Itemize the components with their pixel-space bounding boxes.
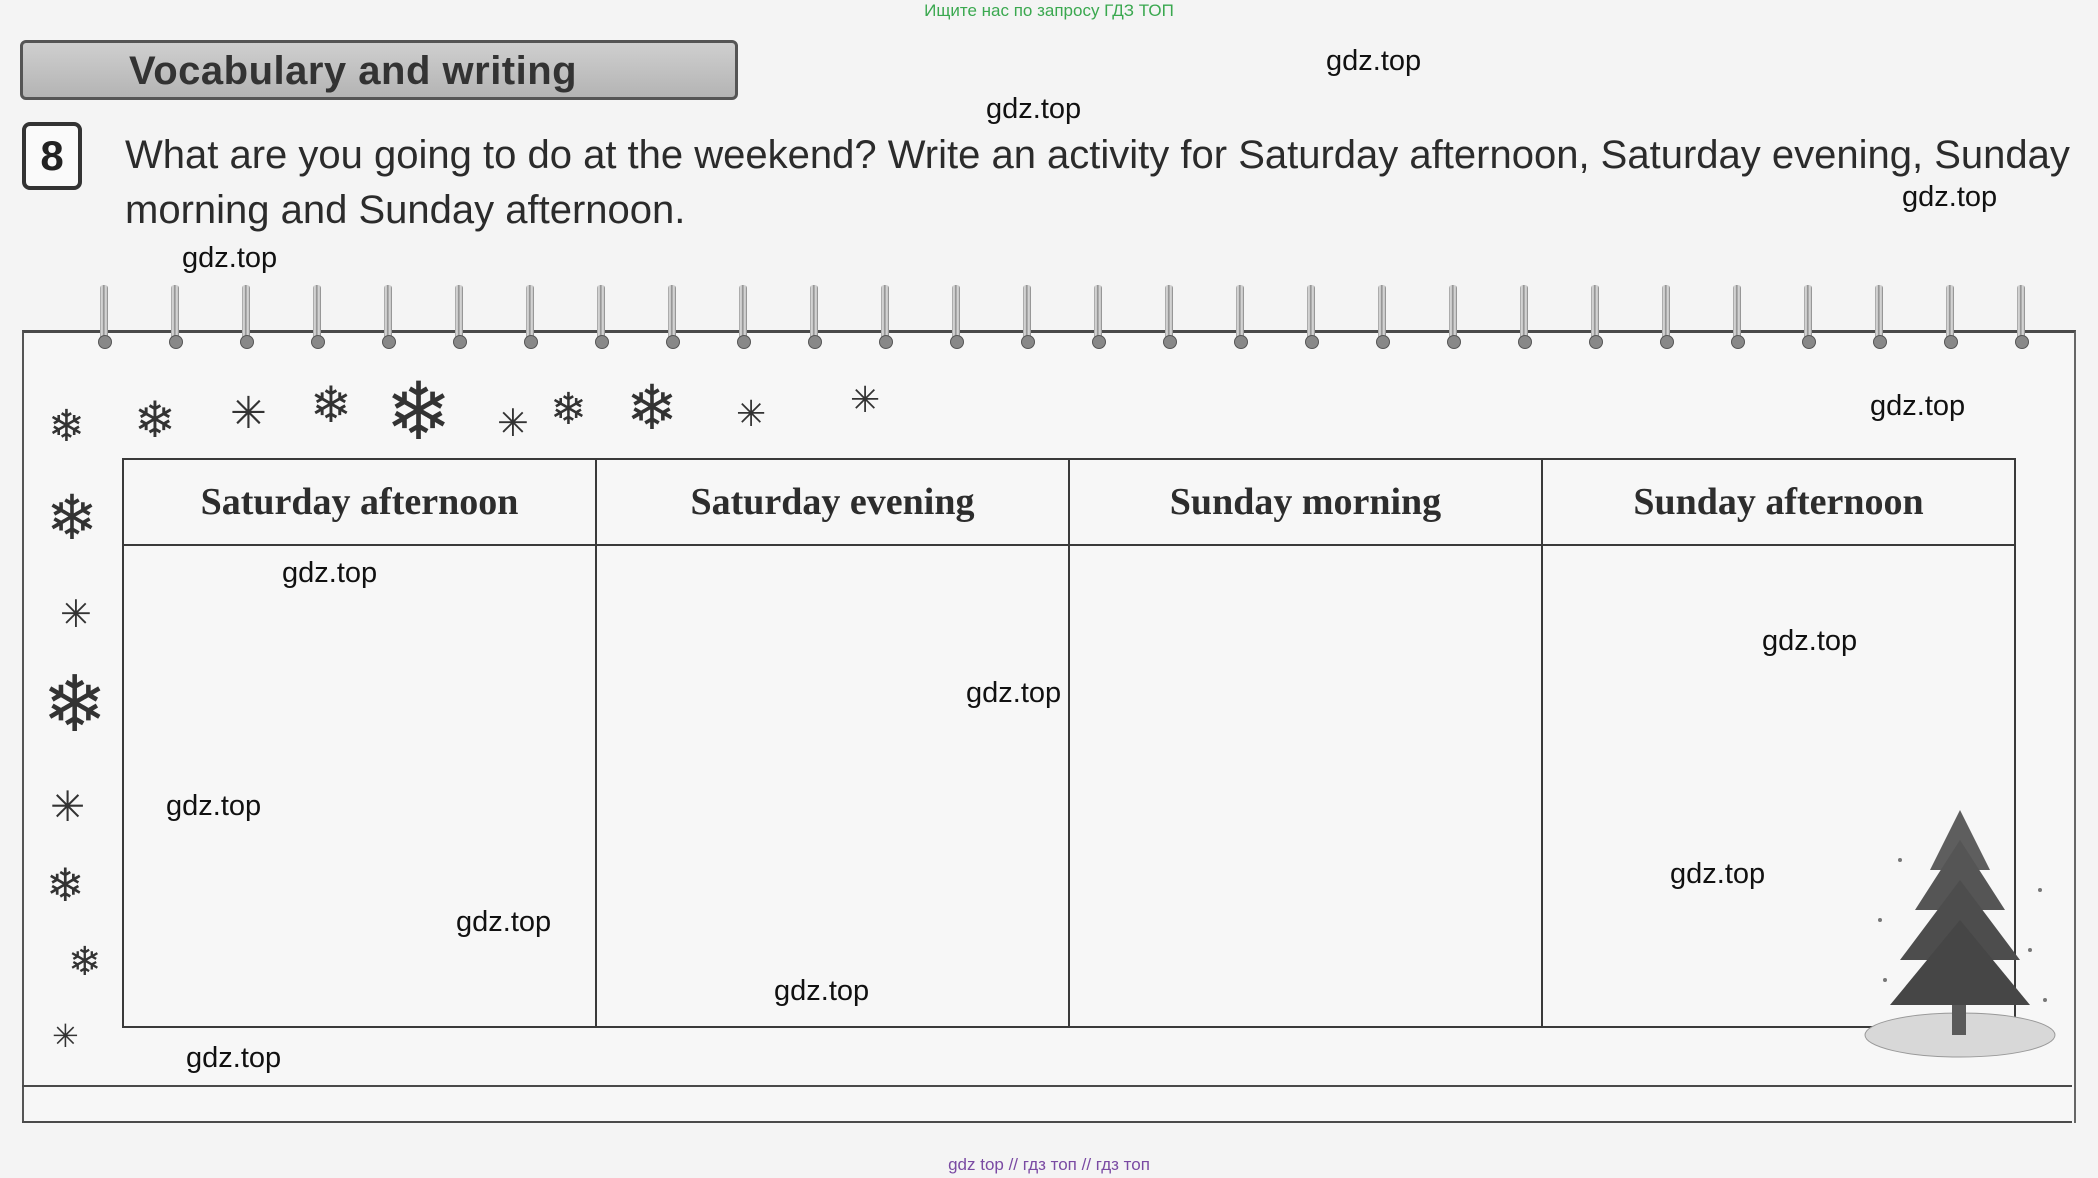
snowflake-icon: ❄ xyxy=(550,385,587,434)
spiral-coil-icon xyxy=(595,285,607,355)
spiral-coil-icon xyxy=(879,285,891,355)
column-header-saturday-afternoon: Saturday afternoon xyxy=(123,459,596,545)
watermark-text: gdz.top xyxy=(1762,625,1858,657)
snowflake-icon: ✳ xyxy=(50,783,86,830)
watermark-text: gdz.top xyxy=(282,557,378,589)
snowflake-icon: ❄ xyxy=(46,484,98,553)
watermark-text: gdz.top xyxy=(1670,858,1766,890)
spiral-coil-icon xyxy=(169,285,181,355)
snowflake-icon: ❄ xyxy=(134,392,176,448)
snowflake-icon: ✳ xyxy=(497,403,529,445)
watermark-text: gdz.top xyxy=(456,906,552,938)
snowflake-icon: ❄ xyxy=(48,402,85,451)
snowflake-icon: ❄ xyxy=(42,660,108,748)
spiral-coil-icon xyxy=(1873,285,1885,355)
spiral-coil-icon xyxy=(311,285,323,355)
spiral-coil-icon xyxy=(1731,285,1743,355)
answer-cell-saturday-evening[interactable] xyxy=(596,545,1069,1027)
section-title: Vocabulary and writing xyxy=(129,49,578,93)
spiral-coil-icon xyxy=(808,285,820,355)
spiral-coil-icon xyxy=(1163,285,1175,355)
watermark-text: gdz.top xyxy=(1870,390,1966,422)
spiral-coil-icon xyxy=(98,285,110,355)
top-search-note[interactable]: Ищите нас по запросу ГДЗ ТОП xyxy=(924,1,1174,20)
bottom-site-note[interactable]: gdz top // гдз топ // гдз топ xyxy=(948,1155,1150,1174)
watermark-text: gdz.top xyxy=(986,93,1082,125)
snowflake-icon: ✳ xyxy=(736,393,767,434)
snowflake-icon: ❄ xyxy=(310,377,352,433)
snowflake-icon: ❄ xyxy=(626,374,678,443)
spiral-coil-icon xyxy=(737,285,749,355)
spiral-coil-icon xyxy=(1944,285,1956,355)
snowflake-icon: ✳ xyxy=(850,379,881,420)
spiral-coil-icon xyxy=(1305,285,1317,355)
snowflake-icon: ✳ xyxy=(60,594,92,636)
fir-tree-icon xyxy=(1860,800,2060,1060)
spiral-coil-icon xyxy=(950,285,962,355)
spiral-coil-icon xyxy=(1234,285,1246,355)
spiral-coil-icon xyxy=(382,285,394,355)
snowflake-icon: ✳ xyxy=(230,389,267,438)
watermark-text: gdz.top xyxy=(166,790,262,822)
spiral-coil-icon xyxy=(524,285,536,355)
table-header-row xyxy=(123,459,2015,545)
notebook-bottom-lines xyxy=(22,1085,2072,1123)
spiral-coil-icon xyxy=(1518,285,1530,355)
watermark-text: gdz.top xyxy=(966,677,1062,709)
spiral-coil-icon xyxy=(453,285,465,355)
snowflake-icon: ✳ xyxy=(52,1018,79,1054)
spiral-coil-icon xyxy=(1660,285,1672,355)
spiral-coil-icon xyxy=(2015,285,2027,355)
spiral-coil-icon xyxy=(666,285,678,355)
task-instruction: What are you going to do at the weekend? Write an activity for Saturday afternoon, Saturday evening, Sunday morning and Sunday afternoon. xyxy=(125,133,2070,232)
snowflake-icon: ❄ xyxy=(385,367,453,456)
answer-cell-sunday-morning[interactable] xyxy=(1069,545,1542,1027)
weekend-activity-table xyxy=(122,458,2016,1028)
table-row xyxy=(123,545,2015,1027)
watermark-text: gdz.top xyxy=(182,242,278,274)
spiral-coil-icon xyxy=(1021,285,1033,355)
snowflake-icon: ❄ xyxy=(46,859,85,911)
column-header-sunday-morning: Sunday morning xyxy=(1069,459,1542,545)
spiral-coil-icon xyxy=(1589,285,1601,355)
task-number-badge: 8 xyxy=(22,122,82,190)
watermark-text: gdz.top xyxy=(1902,181,1998,213)
section-header xyxy=(20,40,738,100)
spiral-coil-icon xyxy=(1376,285,1388,355)
spiral-coil-icon xyxy=(1802,285,1814,355)
spiral-coil-icon xyxy=(1447,285,1459,355)
column-header-saturday-evening: Saturday evening xyxy=(596,459,1069,545)
column-header-sunday-afternoon: Sunday afternoon xyxy=(1542,459,2015,545)
spiral-coil-icon xyxy=(240,285,252,355)
watermark-text: gdz.top xyxy=(1326,45,1422,77)
watermark-text: gdz.top xyxy=(774,975,870,1007)
watermark-text: gdz.top xyxy=(186,1042,282,1074)
spiral-coil-icon xyxy=(1092,285,1104,355)
snowflake-icon: ❄ xyxy=(68,940,102,984)
answer-cell-saturday-afternoon[interactable] xyxy=(123,545,596,1027)
